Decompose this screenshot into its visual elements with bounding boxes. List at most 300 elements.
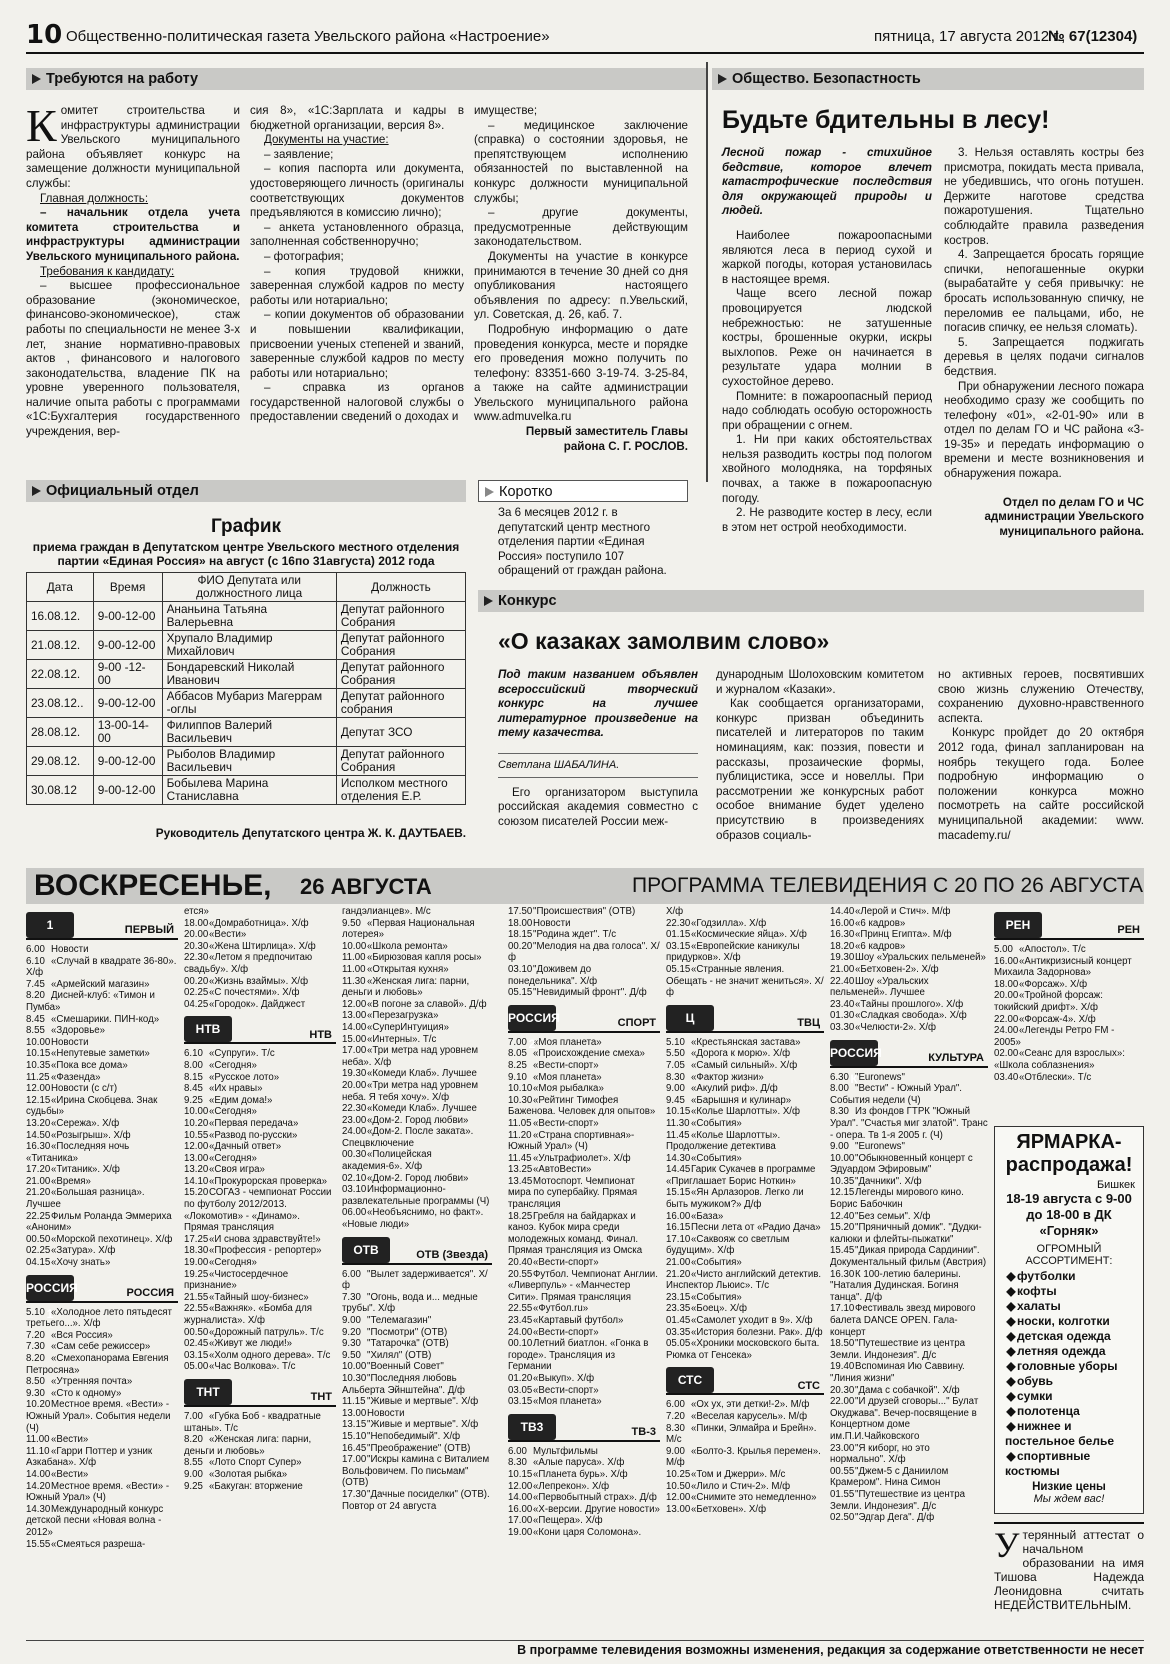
program-title: «Розыгрыш». Х/ф (51, 1129, 131, 1141)
program-item (342, 1103, 492, 1115)
program-title: «Своя игра» (209, 1164, 265, 1176)
program-title: "Татарочка" (ОТВ) (367, 1338, 449, 1350)
table-cell: Исполком местного отделения Е.Р. (336, 776, 465, 805)
tv-column (342, 906, 492, 1512)
column-header: Должность (336, 573, 465, 602)
program-time: 23.00 (830, 1442, 855, 1454)
ad-item (1005, 1419, 1139, 1449)
program-item (342, 1489, 492, 1512)
program-title: "Доживем до понедельника". Х/ф (508, 963, 598, 987)
program-item (994, 990, 1144, 1013)
program-item (342, 1207, 492, 1230)
program-item (508, 1446, 660, 1458)
program-title: «Антикризисный концерт Михаила Задорнова» (994, 955, 1132, 979)
brief-text: За 6 месяцев 2012 г. в депутатский центр местного отделения партии «Единая Россия» поступило 107 обращений от граждан района. (498, 506, 667, 578)
channel-logo-icon: РОССИЯ 2 (508, 1005, 556, 1031)
program-title: «Колье Шарлотты». Продолжение детектива (666, 1129, 781, 1153)
program-item (508, 1492, 660, 1504)
program-time: 11.00 (342, 952, 366, 964)
program-title: «Бетховен». Х/ф (691, 1503, 767, 1515)
program-title: "Путешествие из центра Земли. Индонезия". Д/с (830, 1488, 965, 1512)
program-title: Из фондов ГТРК "Южный Урал". "Счастья миг златой". Транс - опера. Тв 1-я 2005 г. (Ч) (830, 1106, 988, 1141)
program-time: 10.00 (830, 1152, 855, 1164)
program-item (342, 1022, 492, 1034)
program-time: 14.30 (26, 1503, 51, 1515)
program-time: 13.15 (342, 1419, 367, 1431)
program-time: 9.00 (666, 1445, 685, 1457)
program-time: 8.25 (508, 1059, 527, 1071)
table-cell: 29.08.12. (27, 747, 94, 776)
bullet-icon: ◆ (1006, 1449, 1016, 1463)
table-cell: 9-00-12-00 (93, 631, 162, 660)
contest-text: Его организатором выступила российская академия совместно с союзом писателей России меж- (498, 785, 698, 828)
program-time: 6.00 (666, 1399, 685, 1411)
program-title: «Моя планета» (533, 1071, 602, 1083)
program-time: 00.20 (508, 940, 533, 952)
program-time: 00.55 (830, 1465, 855, 1477)
program-time: 21.00 (666, 1257, 691, 1269)
table-cell: 30.08.12 (27, 776, 94, 805)
program-time: 19.40 (830, 1361, 855, 1373)
program-item (666, 1048, 824, 1060)
program-title: «Веселая карусель». М/ф (691, 1410, 808, 1422)
table-cell: Аббасов Мубариз Магеррам -оглы (162, 689, 336, 718)
bullet-icon: ◆ (1006, 1314, 1016, 1328)
program-item (26, 1245, 178, 1257)
program-item (26, 1341, 178, 1353)
program-title: «Страна спортивная»-Южный Урал» (Ч) (508, 1129, 635, 1153)
program-title: Шоу «Уральских пельменей». Лучшее (830, 975, 929, 999)
program-title: «Дом-2. После заката». Спецвключение (342, 1126, 474, 1149)
program-time: 18.15 (508, 929, 533, 941)
program-item (508, 1257, 660, 1269)
program-title: «Сеанс для взрослых»: «Школа соблазнения» (994, 1048, 1125, 1071)
bullet-icon: ◆ (1006, 1389, 1016, 1403)
jobs-signature: Первый заместитель Главы района С. Г. РОСЛОВ. (525, 425, 688, 453)
table-cell: Депутат районного Собрания (336, 602, 465, 631)
channel-logo-icon: Ц (666, 1005, 714, 1031)
channel-name: ТНТ (310, 1391, 332, 1404)
ad-item-label: детская одежда (1017, 1329, 1111, 1343)
program-title: «6 кадров» (855, 940, 906, 952)
table-cell: 9-00-12-00 (93, 776, 162, 805)
program-title: «Крестьянская застава» (691, 1036, 801, 1048)
program-title: "Я киборг, но это нормально". Х/ф (830, 1442, 930, 1466)
program-item (342, 1327, 492, 1339)
lost-certificate-notice (994, 1522, 1144, 1612)
program-title: «Выкуп». Х/ф (533, 1372, 595, 1384)
program-title: Дисней-клуб: «Тимон и Пумба» (26, 990, 155, 1013)
program-item (342, 976, 492, 999)
program-title: «Армейский магазин» (51, 978, 150, 990)
program-time: 7.30 (342, 1291, 361, 1303)
program-title: "Без семьи". Х/ф (855, 1210, 931, 1222)
program-time: 18.20 (830, 940, 855, 952)
program-title: "И друзей сговоры..." Булат Окуджава". Вечер-посвящение в Концертном доме им.П.И.Чайковского (830, 1396, 979, 1442)
lost-text: терянный аттестат о начальном образовании на имя Тишова Надежда Леонидовна считать НЕДЕЙСТВИТЕЛЬНЫМ. (994, 1528, 1144, 1612)
program-title: Мультфильмы (533, 1445, 598, 1457)
program-time: 13.00 (342, 1407, 367, 1419)
program-title: «Первая Национальная лотерея» (342, 917, 475, 941)
program-item (342, 1126, 492, 1149)
program-title: «Смехопанорама Евгения Петросяна» (26, 1353, 169, 1376)
program-item (184, 1350, 336, 1362)
program-time: 12.00 (508, 1480, 533, 1492)
contest-paragraph: дународным Шолоховским комитетом и журналом «Казаки». (716, 668, 924, 696)
program-item (666, 1469, 824, 1481)
channel-header (666, 1005, 824, 1033)
program-item (830, 1211, 988, 1223)
requirements-label: Требования к кандидату: (40, 264, 175, 278)
program-title: «Снимите это немедленно» (691, 1492, 817, 1504)
channel-logo-icon: НТВ (184, 1016, 232, 1042)
program-title: «Вся Россия» (51, 1329, 113, 1341)
program-title: «Рейтинг Тимофея Баженова. Человек для опытов» (508, 1094, 656, 1118)
program-title: СОГАЗ - чемпионат России по футболу 2012/2013. «Локомотив» - «Динамо». Прямая трансляция (184, 1187, 332, 1234)
program-item (342, 999, 492, 1011)
program-item (508, 941, 660, 964)
ad-item (1005, 1404, 1139, 1419)
contest-column-3 (938, 668, 1144, 843)
program-title: «Лото Спорт Супер» (209, 1457, 302, 1469)
program-item (830, 1010, 988, 1022)
program-item (342, 964, 492, 976)
program-item (342, 1431, 492, 1443)
program-title: «Комеди Клаб». Лучшее (367, 1103, 477, 1115)
program-item (830, 999, 988, 1011)
program-title: «Моя планета» (533, 1396, 602, 1408)
program-time: 13.25 (508, 1164, 533, 1176)
program-item (666, 1211, 824, 1223)
bullet-icon: ◆ (1006, 1404, 1016, 1418)
program-item (342, 1338, 492, 1350)
program-time: 11.45 (508, 1152, 532, 1164)
program-item (342, 1292, 492, 1315)
program-time: 04.15 (26, 1257, 51, 1269)
program-item (508, 1481, 660, 1493)
channel-logo-icon: 1 (26, 912, 74, 938)
program-title: Новости (533, 917, 571, 929)
program-title: «Смешарики. ПИН-код» (51, 1013, 160, 1025)
program-item (994, 979, 1144, 991)
program-item (508, 918, 660, 930)
document-item: – фотография; (264, 249, 344, 263)
program-time: 6.00 (342, 1268, 361, 1280)
table-cell: 9-00-12-00 (93, 689, 162, 718)
contest-column-1 (498, 668, 698, 829)
program-item (830, 941, 988, 953)
program-title: «Их нравы» (209, 1083, 263, 1095)
program-item (994, 1072, 1144, 1084)
program-title: «Отблески». Т/с (1019, 1071, 1092, 1083)
program-time: 8.30 (508, 1457, 527, 1469)
safety-paragraph: 2. Не разводите костер в лесу, если в этом нет острой необходимости. (722, 506, 932, 534)
program-title: «Кони царя Соломона». (533, 1526, 642, 1538)
program-title: «АвтоВести» (533, 1164, 592, 1176)
section-title: Коротко (499, 484, 553, 500)
program-item (830, 1153, 988, 1176)
program-time: 10.20 (184, 1117, 209, 1129)
program-time: 15.55 (26, 1538, 51, 1550)
program-time: 6.30 (830, 1071, 849, 1083)
table-cell: 23.08.12.. (27, 689, 94, 718)
program-title: «Комеди Клаб». Лучшее (367, 1068, 477, 1080)
program-time: 18.30 (184, 1245, 209, 1257)
program-item (830, 1385, 988, 1397)
program-time: 6.00 (26, 944, 45, 955)
program-time: 16.30 (830, 929, 855, 941)
program-title: «Тайны прошлого». Х/ф (855, 998, 964, 1010)
program-item (508, 906, 660, 918)
program-item (342, 1269, 492, 1292)
ad-item (1005, 1269, 1139, 1284)
program-title: "Живые и мертвые". Х/ф (367, 1396, 479, 1408)
program-title: «Золотая рыбка» (209, 1468, 288, 1480)
program-item (26, 1176, 178, 1188)
program-time: 10.10 (508, 1083, 533, 1095)
program-item (184, 1257, 336, 1269)
contest-author: Светлана ШАБАЛИНА. (498, 758, 620, 771)
program-time: 05.15 (508, 987, 533, 999)
ad-item (1005, 1284, 1139, 1299)
ad-item (1005, 1314, 1139, 1329)
contest-title: «О казаках замолвим слово» (498, 628, 830, 654)
program-title: «Пещера». Х/ф (533, 1515, 603, 1527)
program-time: 21.20 (666, 1268, 691, 1280)
program-title: «Планета бурь». Х/ф (533, 1468, 628, 1480)
program-item (26, 979, 178, 991)
program-title: "Искры камина с Виталием Вольфовичем. По письмам" (ОТВ) (342, 1454, 490, 1489)
program-time: 6.10 (26, 955, 45, 967)
program-item (342, 1184, 492, 1207)
program-item (26, 1141, 178, 1164)
program-time: 06.00 (342, 1207, 367, 1219)
program-time: 17.00 (342, 1454, 367, 1466)
program-time: 05.00 (184, 1361, 209, 1373)
program-time: 03.15 (508, 1396, 533, 1408)
program-time: 23.40 (830, 998, 855, 1010)
program-time: 23.35 (666, 1303, 691, 1315)
program-item (342, 1115, 492, 1127)
program-item (994, 1025, 1144, 1048)
program-time: 01.45 (666, 1315, 691, 1326)
program-title: «Моя планета» (533, 1036, 602, 1048)
program-title: «Ирина Скобцева. Знак судьбы» (26, 1094, 158, 1118)
program-title: "Дачные посиделки" (ОТВ). Повтор от 24 августа (342, 1488, 490, 1512)
ad-item (1005, 1299, 1139, 1314)
program-time: 02.50 (830, 1512, 855, 1524)
program-time: 03.15 (666, 940, 691, 952)
table-cell: 16.08.12. (27, 602, 94, 631)
issue-date: пятница, 17 августа 2012 г., (874, 28, 1066, 45)
program-time: 15.00 (342, 1033, 367, 1045)
program-time: 03.30 (830, 1021, 855, 1033)
program-item (508, 1527, 660, 1539)
program-time: 16.15 (666, 1222, 691, 1234)
program-title: «Бакуган: вторжение (209, 1480, 303, 1492)
program-title: «Вести» (51, 1434, 89, 1446)
program-item (26, 1187, 178, 1210)
program-title: «Три метра над уровнем неба. Я тебя хочу». Х/ф (342, 1079, 479, 1103)
program-title: «Супруги». Т/с (209, 1048, 275, 1060)
program-item (184, 1457, 336, 1469)
program-time: 6.00 (508, 1445, 527, 1457)
program-title: «Вести» (51, 1468, 89, 1480)
program-title: "Путешествие из центра Земли. Индонезия". Д/с (830, 1338, 965, 1361)
program-title: «Развод по-русски» (209, 1129, 298, 1141)
program-title: "Эдгар Дега". Д/ф (855, 1512, 935, 1524)
program-title: "Пряничный домик". "Дудки-калюки и флейты-пыжатки" (830, 1222, 982, 1245)
program-item (184, 1434, 336, 1457)
program-time: 00.50 (184, 1326, 209, 1338)
program-title: "Посмотри" (ОТВ) (367, 1326, 448, 1338)
program-time: 11.30 (342, 975, 366, 987)
program-item (184, 1245, 336, 1257)
program-item (666, 1423, 824, 1446)
program-title: «Три метра над уровнем неба». Х/ф (342, 1045, 479, 1068)
safety-paragraph: Чаще всего лесной пожар провоцируется людской небрежностью: не затушенные костры, брошенные окурки, искры выхлопов. Реже он начинается в результате удара молнии в сухостойное дерево. (722, 287, 932, 388)
schedule-table (26, 572, 466, 805)
channel-name: НТВ (309, 1028, 332, 1041)
article-title: Будьте бдительны в лесу! (722, 106, 1050, 134)
program-title: «Чисто английский детектив. Инспектор Льюис». Т/с (666, 1268, 822, 1292)
program-time: 13.00 (666, 1503, 691, 1515)
program-time: 8.20 (184, 1434, 203, 1446)
program-title: «Болто-3. Крылья перемен». М/ф (666, 1445, 821, 1469)
safety-signature: Отдел по делам ГО и ЧС администрации Увельского муниципального района. (984, 495, 1144, 538)
program-time: 15.20 (184, 1187, 209, 1199)
channel-logo-icon: ТНТ (184, 1379, 232, 1405)
jobs-intro: омитет строительства и инфраструктуры администрации Увельского муниципального района объявляет конкурс на замещение должности муниципальной службы: (26, 104, 240, 190)
program-item (26, 1095, 178, 1118)
program-title: «События» (691, 1117, 742, 1129)
program-item (342, 1373, 492, 1396)
program-time: 24.00 (508, 1326, 533, 1338)
program-time: 7.30 (26, 1341, 45, 1353)
program-time: 20.00 (994, 990, 1019, 1002)
program-item (342, 1350, 492, 1362)
program-time: 12.15 (26, 1094, 51, 1106)
program-time: 14.00 (508, 1492, 533, 1504)
program-title: "Родина ждет". Т/с (533, 929, 617, 941)
article-lead: Лесной пожар - стихийное бедствие, которое влечет катастрофические последствия для окружающей природы и людей. (722, 146, 932, 218)
program-item (342, 1045, 492, 1068)
program-time: 10.55 (184, 1129, 209, 1141)
program-item (184, 1327, 336, 1339)
program-item (666, 1292, 824, 1304)
program-title: «Самолет уходит в 9». Х/ф (691, 1315, 813, 1326)
channel-name: СПОРТ (617, 1017, 656, 1030)
program-time: 19.30 (830, 952, 855, 964)
program-time: 16.00 (508, 1503, 533, 1515)
program-item (184, 1095, 336, 1107)
program-time: 9.25 (184, 1094, 203, 1106)
channel-logo-icon: РОССИЯ 1 (26, 1275, 74, 1301)
program-title: «Апостол». Т/с (1019, 944, 1086, 955)
program-title: "Хилял" (ОТВ) (367, 1349, 432, 1361)
program-item (184, 976, 336, 988)
program-time: 17.00 (342, 1045, 367, 1057)
program-time: 00.30 (342, 1149, 367, 1161)
program-item (184, 1118, 336, 1130)
program-title: «Боец». Х/ф (691, 1303, 747, 1315)
table-cell: Бобылева Марина Станиславна (162, 776, 336, 805)
program-title: «Тройной форсаж: токийский дрифт». Х/ф (994, 990, 1103, 1013)
program-time: 8.55 (26, 1025, 45, 1037)
program-item (830, 1106, 988, 1141)
table-cell: Ананьина Татьяна Валерьевна (162, 602, 336, 631)
program-title: «Сегодня» (209, 1152, 257, 1164)
ad-item-label: обувь (1017, 1374, 1054, 1388)
program-item (994, 1048, 1144, 1071)
program-title: «Полицейская академия-6». Х/ф (342, 1149, 432, 1173)
program-item (666, 1446, 824, 1469)
program-title: Местное время. «Вести» - Южный Урал». События недели (Ч) (26, 1399, 171, 1434)
program-item (26, 1118, 178, 1130)
program-title: «Дачный ответ» (209, 1141, 282, 1153)
program-title: «Футбол.ru» (533, 1303, 589, 1315)
program-item (666, 1338, 824, 1361)
program-time: 17.20 (26, 1164, 51, 1176)
program-time: 10.30 (508, 1094, 533, 1106)
program-title: «СуперИнтуиция» (367, 1021, 449, 1033)
program-title: «Большая разница». Лучшее (26, 1187, 145, 1211)
program-item (666, 941, 824, 964)
program-time: 23.00 (342, 1114, 367, 1126)
program-item (184, 1141, 336, 1153)
program-title: «Губка Боб - квадратные штаны». Т/с (184, 1410, 321, 1434)
program-item (830, 929, 988, 941)
program-time: 11.25 (26, 1071, 50, 1083)
program-time: 19.00 (508, 1526, 533, 1538)
program-item (666, 1481, 824, 1493)
ad-wait: Мы ждем вас! (1033, 1493, 1105, 1505)
program-item (508, 1469, 660, 1481)
program-time: 14.20 (26, 1480, 51, 1492)
program-title: «С почестями». Х/ф (209, 987, 300, 999)
program-title: «Летом я предпочитаю свадьбу». Х/ф (184, 952, 313, 975)
program-title: «Странные явления. Обещать - не значит жениться». Х/ф (666, 963, 824, 999)
program-title: «Здоровье» (51, 1025, 106, 1037)
program-time: 22.30 (184, 952, 209, 964)
program-time: 01.20 (508, 1372, 533, 1384)
program-title: «Сладкая свобода». Х/ф (855, 1010, 967, 1022)
program-time: 10.35 (26, 1059, 51, 1071)
program-item (830, 1361, 988, 1384)
program-time: 16.30 (26, 1141, 51, 1153)
document-item: – копия паспорта или документа, удостоверяющего личность (оригиналы соответствующих документов предъявляются в комиссию лично); (250, 162, 464, 220)
program-title: «Гарри Поттер и узник Азкабана». Х/ф (26, 1445, 153, 1469)
program-title: Новости (367, 1407, 405, 1419)
channel-logo-icon: РЕН (994, 912, 1042, 938)
program-item (508, 1338, 660, 1373)
program-title: «Женская лига: парни, деньги и любовь» (342, 975, 470, 999)
program-item (666, 1153, 824, 1165)
program-item (184, 1361, 336, 1373)
program-time: 8.45 (26, 1013, 45, 1025)
program-time: 22.30 (666, 917, 691, 929)
ad-item-label: халаты (1017, 1299, 1061, 1313)
program-title: «Самый сильный». Х/ф (691, 1059, 798, 1071)
program-item (26, 1388, 178, 1400)
program-time: 20.40 (508, 1257, 533, 1269)
program-time: 03.05 (508, 1384, 533, 1396)
program-item (342, 1080, 492, 1103)
program-time: 05.15 (666, 963, 691, 975)
program-item (830, 964, 988, 976)
program-title: «Лерой и Стич». М/ф (855, 906, 951, 917)
program-title: «Принц Египта». М/ф (855, 929, 952, 941)
